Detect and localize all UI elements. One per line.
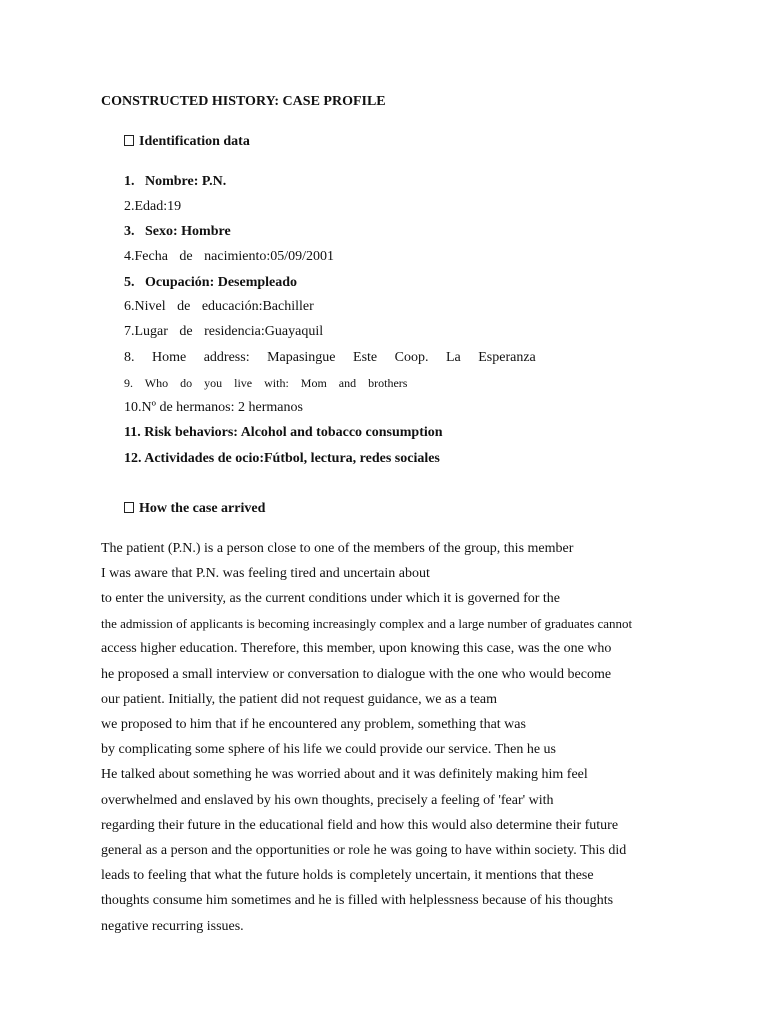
list-item-5	[124, 274, 297, 292]
list-item-10	[124, 399, 303, 417]
checkbox-bullet-icon	[124, 502, 134, 513]
item-text: Nivel de educación:Bachiller	[134, 299, 314, 314]
paragraph-line: overwhelmed and enslaved by his own thoughts, precisely a feeling of 'fear' with	[101, 793, 554, 808]
list-item-1	[124, 173, 226, 191]
list-item-2	[124, 198, 181, 216]
item-text: Edad:19	[134, 199, 182, 214]
paragraph-line: thoughts consume him sometimes and he is filled with helplessness because of his thoughts	[101, 893, 614, 908]
list-item-4	[124, 248, 334, 266]
item-number: 2.	[124, 199, 135, 214]
list-item-8	[124, 349, 536, 367]
item-number: 7.	[124, 324, 135, 339]
item-text: Nombre: P.N.	[145, 174, 227, 189]
list-item-12	[124, 450, 440, 468]
item-number: 3.	[124, 224, 135, 239]
section-heading-text: How the case arrived	[139, 501, 266, 516]
item-text: Risk behaviors: Alcohol and tobacco consumption	[144, 425, 443, 440]
list-item-9	[124, 374, 407, 392]
item-text: Fecha de nacimiento:05/09/2001	[134, 249, 335, 264]
item-number: 4.	[124, 249, 135, 264]
checkbox-bullet-icon	[124, 135, 134, 146]
paragraph-line: by complicating some sphere of his life we could provide our service. Then he us	[101, 742, 557, 757]
item-number: 9.	[124, 376, 133, 390]
item-number: 11.	[124, 425, 141, 440]
section-heading-identification	[124, 133, 250, 151]
paragraph-line: I was aware that P.N. was feeling tired and uncertain about	[101, 566, 430, 581]
paragraph-line: to enter the university, as the current conditions under which it is governed for the	[101, 591, 561, 606]
paragraph-line: he proposed a small interview or conversation to dialogue with the one who would become	[101, 667, 612, 682]
list-item-11	[124, 424, 443, 442]
section-heading-text: Identification data	[139, 134, 250, 149]
paragraph-line: the admission of applicants is becoming increasingly complex and a large number of graduates cannot	[101, 616, 633, 631]
item-text: Lugar de residencia:Guayaquil	[134, 324, 324, 339]
paragraph-line: He talked about something he was worried about and it was definitely making him feel	[101, 767, 588, 782]
item-number: 6.	[124, 299, 135, 314]
section-heading-arrival	[124, 500, 265, 518]
list-item-6	[124, 298, 314, 316]
item-text: Who do you live with: Mom and brothers	[144, 376, 408, 390]
item-text: Ocupación: Desempleado	[145, 275, 298, 290]
item-number: 5.	[124, 275, 135, 290]
item-text: Actividades de ocio:Fútbol, lectura, redes sociales	[144, 451, 440, 466]
paragraph-line: regarding their future in the educational field and how this would also determine their future	[101, 818, 619, 833]
item-number: 8.	[124, 350, 135, 365]
paragraph-line: The patient (P.N.) is a person close to one of the members of the group, this member	[101, 541, 574, 556]
item-number: 1.	[124, 174, 135, 189]
document-title: CONSTRUCTED HISTORY: CASE PROFILE	[101, 94, 386, 109]
paragraph-line: negative recurring issues.	[101, 919, 244, 934]
item-text: Home address: Mapasingue Este Coop. La Esperanza	[152, 350, 536, 365]
item-text: Nº de hermanos: 2 hermanos	[141, 400, 303, 415]
item-number: 10.	[124, 400, 142, 415]
paragraph-line: general as a person and the opportunities or role he was going to have within society. This did	[101, 843, 627, 858]
paragraph-line: we proposed to him that if he encountered any problem, something that was	[101, 717, 526, 732]
list-item-7	[124, 323, 323, 341]
item-text: Sexo: Hombre	[145, 224, 231, 239]
paragraph-line: leads to feeling that what the future holds is completely uncertain, it mentions that these	[101, 868, 594, 883]
paragraph-line: our patient. Initially, the patient did not request guidance, we as a team	[101, 692, 498, 707]
list-item-3	[124, 223, 231, 241]
item-number: 12.	[124, 451, 142, 466]
paragraph-line: access higher education. Therefore, this member, upon knowing this case, was the one who	[101, 641, 612, 656]
